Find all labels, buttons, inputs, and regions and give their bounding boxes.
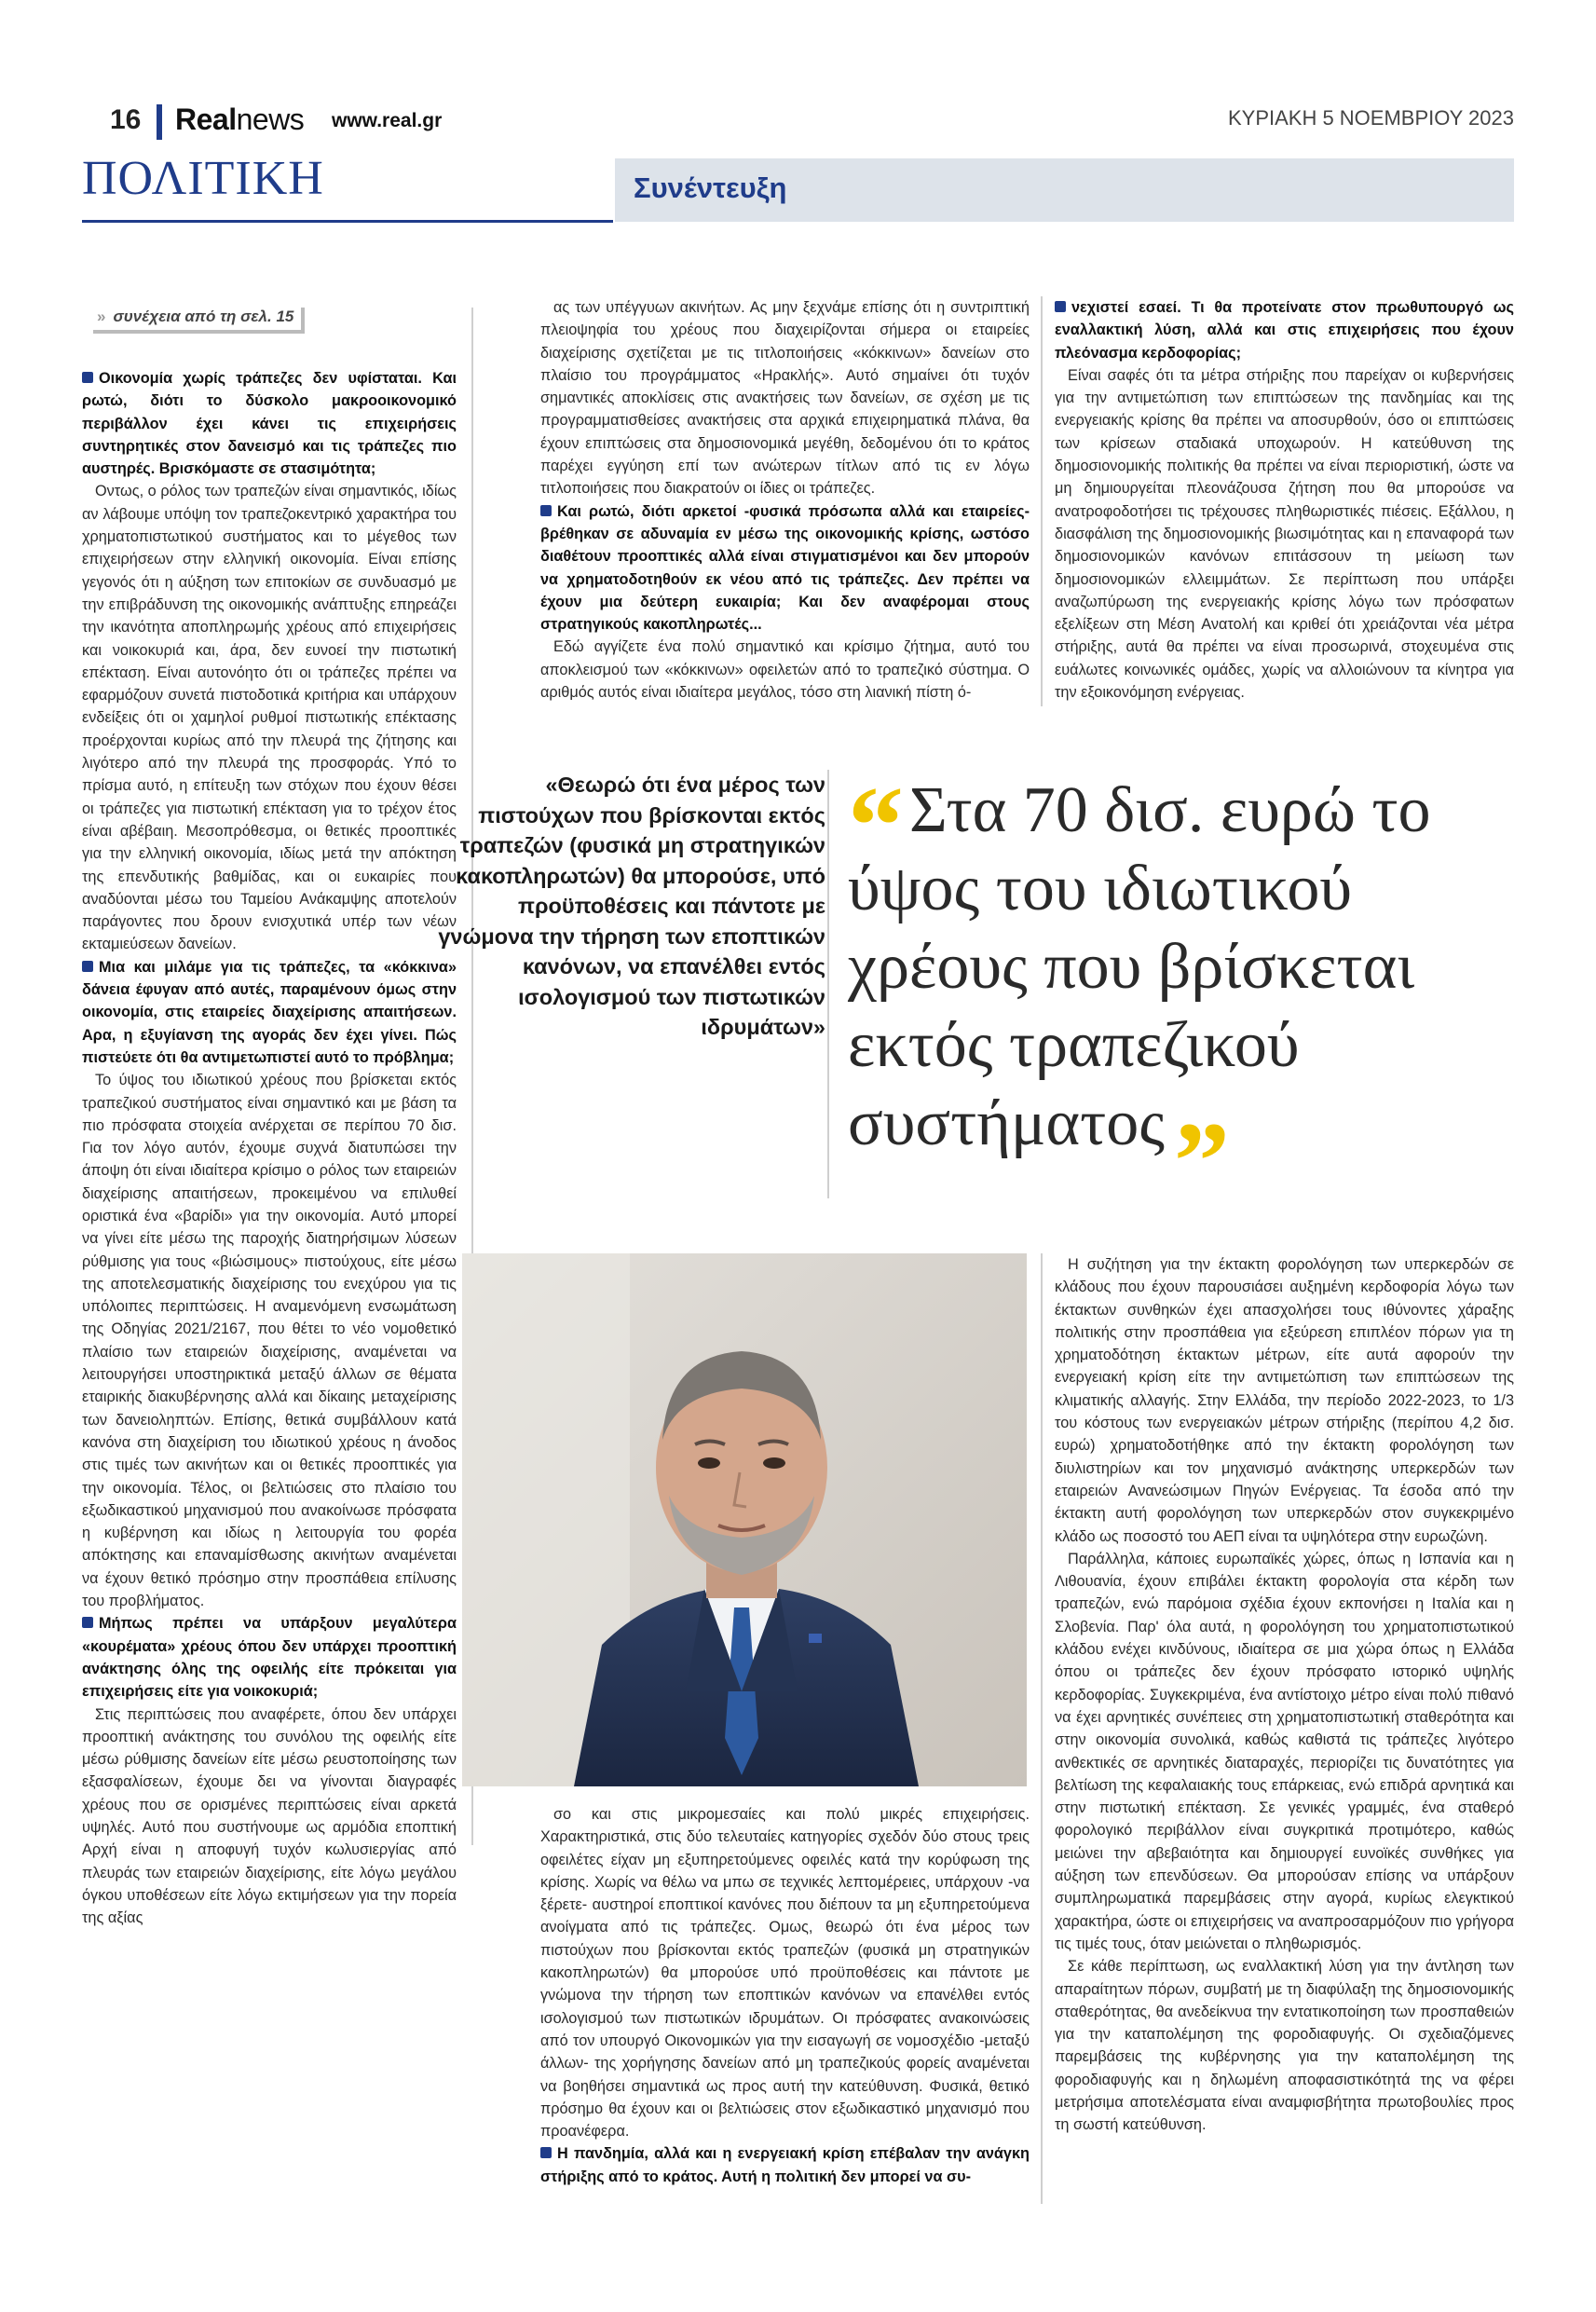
column-divider <box>1041 1253 1043 2204</box>
question-bullet-icon <box>1055 301 1066 312</box>
interview-question <box>540 2142 1030 2188</box>
answer-paragraph: Οντως, ο ρόλος των τραπεζών είναι σημαντικός, ιδίως αν λάβουμε υπόψη τον τραπεζοκεντρικό χαρακτήρα του χρηματοπιστωτικού συστήματος και το μέγεθος των επιχειρήσεων στην ελληνική οικονομία. Είναι επίσης γεγονός ότι η αύξηση των επιτοκίων σε συνδυασμό με την επιβράδυνση της οικονομικής ανάπτυξης επηρεάζει την ικανότητα αποπληρωμής χρέους από επιχειρήσεις και νοικοκυριά και, άρα, δεν ευνοεί την πιστωτική επέκταση. Είναι αυτονόητο ότι οι τράπεζες πρέπει να εφαρμόζουν συνετά πιστοδοτικά κριτήρια και υπάρχουν ενδείξεις ότι οι χαμηλοί ρυθμοί πιστωτικής επέκτασης προέρχονται κυρίως από την πλευρά της ζήτησης και λιγότερο από την πλευρά της προσφοράς. Υπό το πρίσμα αυτό, η επίτευξη των στόχων που έχουν θέσει οι τράπεζες για πιστωτική επέκταση για το τρέχον έτος είναι αβέβαιη. Μεσοπρόθεσμα, οι θετικές προοπτικές για την ελληνική οικονομία, ιδίως μετά την απόκτηση της επενδυτικής βαθμίδας, και οι ευκαιρίες που αναδύονται μέσω του Ταμείου Ανάκαμψης αποτελούν παράγοντες που δρουν ενισχυτικά υπέρ των νέων εκταμιεύσεων δανείων. <box>82 483 457 953</box>
question-text: Και ρωτώ, διότι αρκετοί -φυσικά πρόσωπα αλλά και εταιρείες- βρέθηκαν σε αδυναμία εν μέσω της οικονομικής κρίσης, ωστόσο διαθέτουν προοπτικές αλλά είναι στιγματισμένοι και δεν μπορούν να χρηματοδοτηθούν εκ νέου από τις τράπεζες. Δεν πρέπει να έχουν μια δεύτερη ευκαιρία; Και δεν αναφέρομαι στους στρατηγικούς κακοπληρωτές... <box>540 502 1030 634</box>
pull-quote: «Θεωρώ ότι ένα μέρος των πιστούχων που βρίσκονται εκτός τραπεζών (φυσικά μη στρατηγικών κακοπληρωτών) θα μπορούσε, υπό προϋποθέσεις και πάντοτε με γνώμονα την τήρηση των εποπτικών κανόνων, να επανέλθει εντός ισολογισμού των πιστωτικών ιδρυμάτων» <box>438 773 825 1039</box>
column-3-bottom <box>1055 1253 1514 2137</box>
answer-paragraph: Είναι σαφές ότι τα μέτρα στήριξης που παρείχαν οι κυβερνήσεις για την αντιμετώπιση των επιπτώσεων της πανδημίας και της ενεργειακής κρίσης θα πρέπει να αποσυρθούν, όσο οι επιπτώσεις των κρίσεων σταδιακά υποχωρούν. Η κατεύθυνση της δημοσιονομικής πολιτικής θα πρέπει να είναι περιοριστική, ώστε να μη δημιουργείται πλεονάζουσα ζήτηση που θα μπορούσε να ανατροφοδοτήσει τις τρέχουσες πληθωριστικές πιέσεις. Εξάλλου, η διασφάλιση της δημοσιονομικής βιωσιμότητας και η επαναφορά των δημοσιονομικών κανόνων επιτάσσουν τη μείωση των δημοσιονομικών ελλειμμάτων. Σε περίπτωση που υπάρξει αναζωπύρωση της ενεργειακής κρίσης λόγω των πρόσφατων εξελίξεων στη Μέση Ανατολή και κριθεί ότι χρειάζονται νέα μέτρα στήριξης, αυτά θα πρέπει να είναι προσωρινά, στοχευμένα στις ευάλωτες κοινωνικές ομάδες, χωρίς να αλλοιώνουν τα κίνητρα για την εξοικονόμηση ενέργειας. <box>1055 366 1514 702</box>
interview-question <box>1055 296 1514 364</box>
issue-date: ΚΥΡΙΑΚΗ 5 ΝΟΕΜΒΡΙΟΥ 2023 <box>1227 106 1514 130</box>
question-bullet-icon <box>82 1617 93 1628</box>
answer-paragraph: ας των υπέγγυων ακινήτων. Ας μην ξεχνάμε επίσης ότι η συντριπτική πλειοψηφία του χρέους που διαχειρίζονται σήμερα οι εταιρείες διαχείρισης σχετίζεται με τις τιτλοποιήσεις «κόκκινων» δανείων στο πλαίσιο του προγράμματος «Ηρακλής». Αυτό σημαίνει ότι τυχόν σημαντικές αποκλίσεις στις ανακτήσεις των δανείων, σε σχέση με τις προγραμματισθείσες ανακτήσεις στα αρχικά επιχειρηματικά πλάνα, θα έχουν επιπτώσεις στα δημοσιονομικά μεγέθη, δεδομένου ότι το κράτος παρέχει εγγύηση επί των ανώτερων τίτλων από τις εν λόγω τιτλοποιήσεις που διακρατούν οι ίδιες οι τράπεζες. <box>540 299 1030 498</box>
section-rule <box>82 220 613 223</box>
big-quote <box>848 763 1519 1223</box>
portrait-illustration <box>462 1253 1027 1786</box>
portrait-photo <box>462 1253 1027 1786</box>
answer-paragraph: Σε κάθε περίπτωση, ως εναλλακτική λύση για την άντληση των απαραίτητων πόρων, συμβατή με τη διαφύλαξη της δημοσιονομικής σταθερότητας, θα ανεδείκνυα την εντατικοποίηση των προσπαθειών για την καταπολέμηση της φοροδιαφυγής. Οι σχεδιαζόμενες παρεμβάσεις της κυβέρνησης για την καταπολέμηση της φοροδιαφυγής και η δηλωμένη αποφασιστικότητά της να φέρει μετρήσιμα αποτελέσματα είναι αναμφισβήτητα πρωτοβουλίες προς τη σωστή κατεύθυνση. <box>1055 1958 1514 2134</box>
answer-paragraph: Η συζήτηση για την έκτακτη φορολόγηση των υπερκερδών σε κλάδους που έχουν παρουσιάσει αυξημένη κερδοφορία λόγω των έκτακτων συνθηκών έχει απασχολήσει τους ιθύνοντες χάραξης πολιτικής στην προσπάθεια για εξεύρεση επιπλέον πόρων για τη χρηματοδότηση έκτακτων μέτρων, είτε αυτά αφορούν την ενεργειακή κρίση είτε την αντιμετώπιση των επιπτώσεων της κλιματικής αλλαγής. Στην Ελλάδα, την περίοδο 2022-2023, το 1/3 του κόστους των ενεργειακών μέτρων στήριξης (περίπου 4,2 δισ. ευρώ) χρηματοδοτήθηκε από την έκτακτη φορολόγηση των διυλιστηρίων και τον μηχανισμό ανάκτησης υπερκερδών των εταιρειών Ανανεώσιμων Πηγών Ενέργειας. Τα έσοδα από την έκτακτη αυτή φορολόγηση των υπερκερδών στον συγκεκριμένο κλάδο ως ποσοστό του ΑΕΠ είναι τα υψηλότερα στην ευρωζώνη. <box>1055 1256 1514 1545</box>
column-divider <box>1041 296 1043 706</box>
answer-paragraph: σο και στις μικρομεσαίες και πολύ μικρές επιχειρήσεις. Χαρακτηριστικά, στις δύο τελευταίες κατηγορίες σχεδόν δύο στους τρεις οφειλέτες είχαν μη εξυπηρετούμενες οφειλές κατά την κορύφωση της κρίσης. Χωρίς να θέλω να μπω σε τεχνικές λεπτομέρειες, υπάρχουν -να ξέρετε- αυστηροί εποπτικοί κανόνες που διέπουν τα μη εξυπηρετούμενα ανοίγματα από τις τράπεζες. Ομως, θεωρώ ότι ένα μέρος των πιστούχων που βρίσκονται εκτός τραπεζών (φυσικά μη στρατηγικών κακοπληρωτών) θα μπορούσε υπό προϋποθέσεις και πάντοτε με γνώμονα την τήρηση των εποπτικών κανόνων να επανέλθει εντός ισολογισμού των πιστωτικών ιδρυμάτων. Οι πρόσφατες ανακοινώσεις από τον υπουργό Οικονομικών για την εισαγωγή σε νομοσχέδιο -μεταξύ άλλων- της χορήγησης δανείων από μη τραπεζικούς φορείς αναμένεται να βοηθήσει σημαντικά ως προς αυτή την κατεύθυνση. Φυσικά, θετικό πρόσημο θα έχουν και οι βελτιώσεις στον εξωδικαστικό μηχανισμό που προανέφερα. <box>540 1806 1030 2141</box>
question-text: Μια και μιλάμε για τις τράπεζες, τα «κόκκινα» δάνεια έφυγαν από αυτές, παραμένουν όμως στην οικονομία, στις εταιρείες διαχείρισης απαιτήσεων. Αρα, η εξυγίανση της αγοράς δεν έχει γίνει. Πώς πιστεύετε ότι θα αντιμετωπιστεί αυτό το πρόβλημα; <box>82 958 457 1066</box>
interview-question <box>82 956 457 1069</box>
page-number: 16 <box>110 104 142 135</box>
open-quote-mark: “ <box>848 763 904 887</box>
interview-question <box>82 367 457 480</box>
answer-paragraph: Στις περιπτώσεις που αναφέρετε, όπου δεν υπάρχει προοπτική ανάκτησης του συνόλου της οφειλής είτε μέσω ρύθμισης δανείων είτε μέσω ρευστοποίησης των εξασφαλίσεων, έχουμε δει να γίνονται διαγραφές χρέους που σε ορισμένες περιπτώσεις είναι αρκετά υψηλές. Αυτό που συστήνουμε ως αρμόδια εποπτική Αρχή είναι η αποφυγή τυχόν κωλυσιεργίας από πλευράς των εταιρειών διαχείρισης, είτε λόγω μεγάλου όγκου υποθέσεων είτε λόγω εκτιμήσεων για την πορεία της αξίας <box>82 1705 457 1927</box>
quote-divider <box>827 770 829 1198</box>
band-label: Συνέντευξη <box>634 171 787 204</box>
brand-bold: Real <box>175 103 237 136</box>
brand-logo <box>175 103 304 137</box>
question-text: Οικονομία χωρίς τράπεζες δεν υφίσταται. Και ρωτώ, διότι το δύσκολο μακροοικονομικό περιβάλλον έχει κάνει τις επιχειρήσεις συντηρητικές στον δανεισμό και τις τράπεζες πιο αυστηρές. Βρισκόμαστε σε στασιμότητα; <box>82 370 457 478</box>
answer-paragraph: Παράλληλα, κάποιες ευρωπαϊκές χώρες, όπως η Ισπανία και η Λιθουανία, έχουν επιβάλει έκτακτη φορολογία στα κέρδη των τραπεζών, ενώ παρόμοια σχέδια έχουν εκπονήσει η Ιταλία και η Σλοβενία. Παρ' όλα αυτά, η φορολόγηση του χρηματοπιστωτικού κλάδου ενέχει κινδύνους, ιδιαίτερα σε μια χώρα όπως η Ελλάδα όπου οι τράπεζες δεν έχουν πρόσφατο ιστορικό υψηλής κερδοφορίας. Συγκεκριμένα, ένα αντίστοιχο μέτρο είναι πολύ πιθανό να έχει αρνητικές συνέπειες στη χρηματοπιστωτική σταθερότητα και στην οικονομία συνολικά, καθώς καθιστά τις τράπεζες λιγότερο ανθεκτικές σε αρνητικές διαταραχές, περιορίζει τις δυνατότητες για βελτίωση της κεφαλαιακής τους επάρκειας, ενώ επιδρά αρνητικά και στην πιστωτική επέκταση. Σε γενικές γραμμές, ένα σταθερό φορολογικό περιβάλλον είναι συγκριτικά προτιμότερο, καθώς μειώνει την αβεβαιότητα και δημιουργεί ευνοϊκές συνθήκες για αύξηση των επενδύσεων. Θα μπορούσαν επίσης να υπάρξουν συμπληρωματικά παρεμβάσεις στην αγορά, κυρίως ελεγκτικού χαρακτήρα, ώστε οι επιχειρήσεις να αναπροσαρμόζουν πιο γρήγορα τις τιμές τους, όταν μειώνεται ο πληθωρισμός. <box>1055 1550 1514 1952</box>
column-3-top <box>1055 296 1514 704</box>
question-text: νεχιστεί εσαεί. Τι θα προτείνατε στον πρωθυπουργό ως εναλλακτική λύση, αλλά και στις επιχειρήσεις που έχουν πλεόνασμα κερδοφορίας; <box>1055 299 1514 362</box>
brand-rest: news <box>236 103 305 136</box>
question-bullet-icon <box>540 2147 552 2158</box>
big-quote-text: Στα 70 δισ. ευρώ το ύψος του ιδιωτικού χρέους που βρίσκεται εκτός τραπεζικού συστήματος <box>848 774 1431 1159</box>
column-2-top <box>540 296 1030 704</box>
question-bullet-icon <box>82 372 93 383</box>
close-quote-mark: ” <box>1173 1099 1230 1223</box>
interview-question <box>540 500 1030 636</box>
question-bullet-icon <box>82 961 93 972</box>
column-1 <box>82 367 457 1929</box>
section-title: ΠΟΛΙΤΙΚΗ <box>82 152 324 205</box>
answer-paragraph: Το ύψος του ιδιωτικού χρέους που βρίσκεται εκτός τραπεζικού συστήματος είναι σημαντικό και με βάση τα πιο πρόσφατα στοιχεία ανέρχεται σε περίπου 70 δισ. Για τον λόγο αυτόν, έχουμε συχνά διατυπώσει την άποψη ότι είναι ιδιαίτερα κρίσιμο ο ρόλος των εταιρειών διαχείρισης απαιτήσεων, προκειμένου να επιλυθεί οριστικά ένα «βαρίδι» για την οικονομία. Αυτό μπορεί να γίνει είτε μέσω της παροχής διατηρήσιμων λύσεων ρύθμισης για τους «βιώσιμους» πιστούχους, είτε μέσω της αποτελεσματικής διαχείρισης του ενεχύρου για τις υπόλοιπες περιπτώσεις. Η αναμενόμενη ενσωμάτωση της Οδηγίας 2021/2167, που θέτει το νέο νομοθετικό πλαίσιο των εταιρειών διαχείρισης, αναμένεται να λειτουργήσει υποστηρικτικά μεταξύ άλλων σε θέματα εταιρικής διακυβέρνησης αλλά και δίκαιης μεταχείρισης των δανειοληπτών. Επίσης, θετικά συμβάλλουν κατά κανόνα στη διαχείριση του ιδιωτικού χρέους η άνοδος στις τιμές των ακινήτων και οι θετικές προοπτικές για την οικονομία. Τέλος, οι βελτιώσεις στο πλαίσιο του εξωδικαστικού μηχανισμού που ανακοίνωσε πρόσφατα η κυβέρνηση και ιδίως η λειτουργία του φορέα απόκτησης και επαναμίσθωσης ακινήτων αναμένεται να έχουν θετικό πρόσημο στην προσπάθεια επίλυσης του προβλήματος. <box>82 1072 457 1610</box>
header-divider <box>157 104 162 140</box>
answer-paragraph: Εδώ αγγίζετε ένα πολύ σημαντικό και κρίσιμο ζήτημα, αυτό του αποκλεισμού των «κόκκινων» οφειλετών από το τραπεζικό σύστημα. Ο αριθμός αυτός είναι ιδιαίτερα μεγάλος, τόσο στη λιανική πίστη ό- <box>540 638 1030 702</box>
question-text: Μήπως πρέπει να υπάρξουν μεγαλύτερα «κουρέματα» χρέους όπου δεν υπάρχει προοπτική ανάκτησης όλης της οφειλής είτε πρόκειται για επιχειρήσεις είτε για νοικοκυριά; <box>82 1615 457 1701</box>
question-text: Η πανδημία, αλλά και η ενεργειακή κρίση επέβαλαν την ανάγκη στήριξης από το κράτος. Αυτή η πολιτική δεν μπορεί να συ- <box>540 2145 1030 2185</box>
interview-question <box>82 1612 457 1703</box>
question-bullet-icon <box>540 505 552 516</box>
column-2-bottom <box>540 1803 1030 2188</box>
arrow-icon: » <box>97 308 106 325</box>
site-url: www.real.gr <box>332 110 443 131</box>
continued-label: » συνέχεια από τη σελ. 15 <box>93 308 305 334</box>
